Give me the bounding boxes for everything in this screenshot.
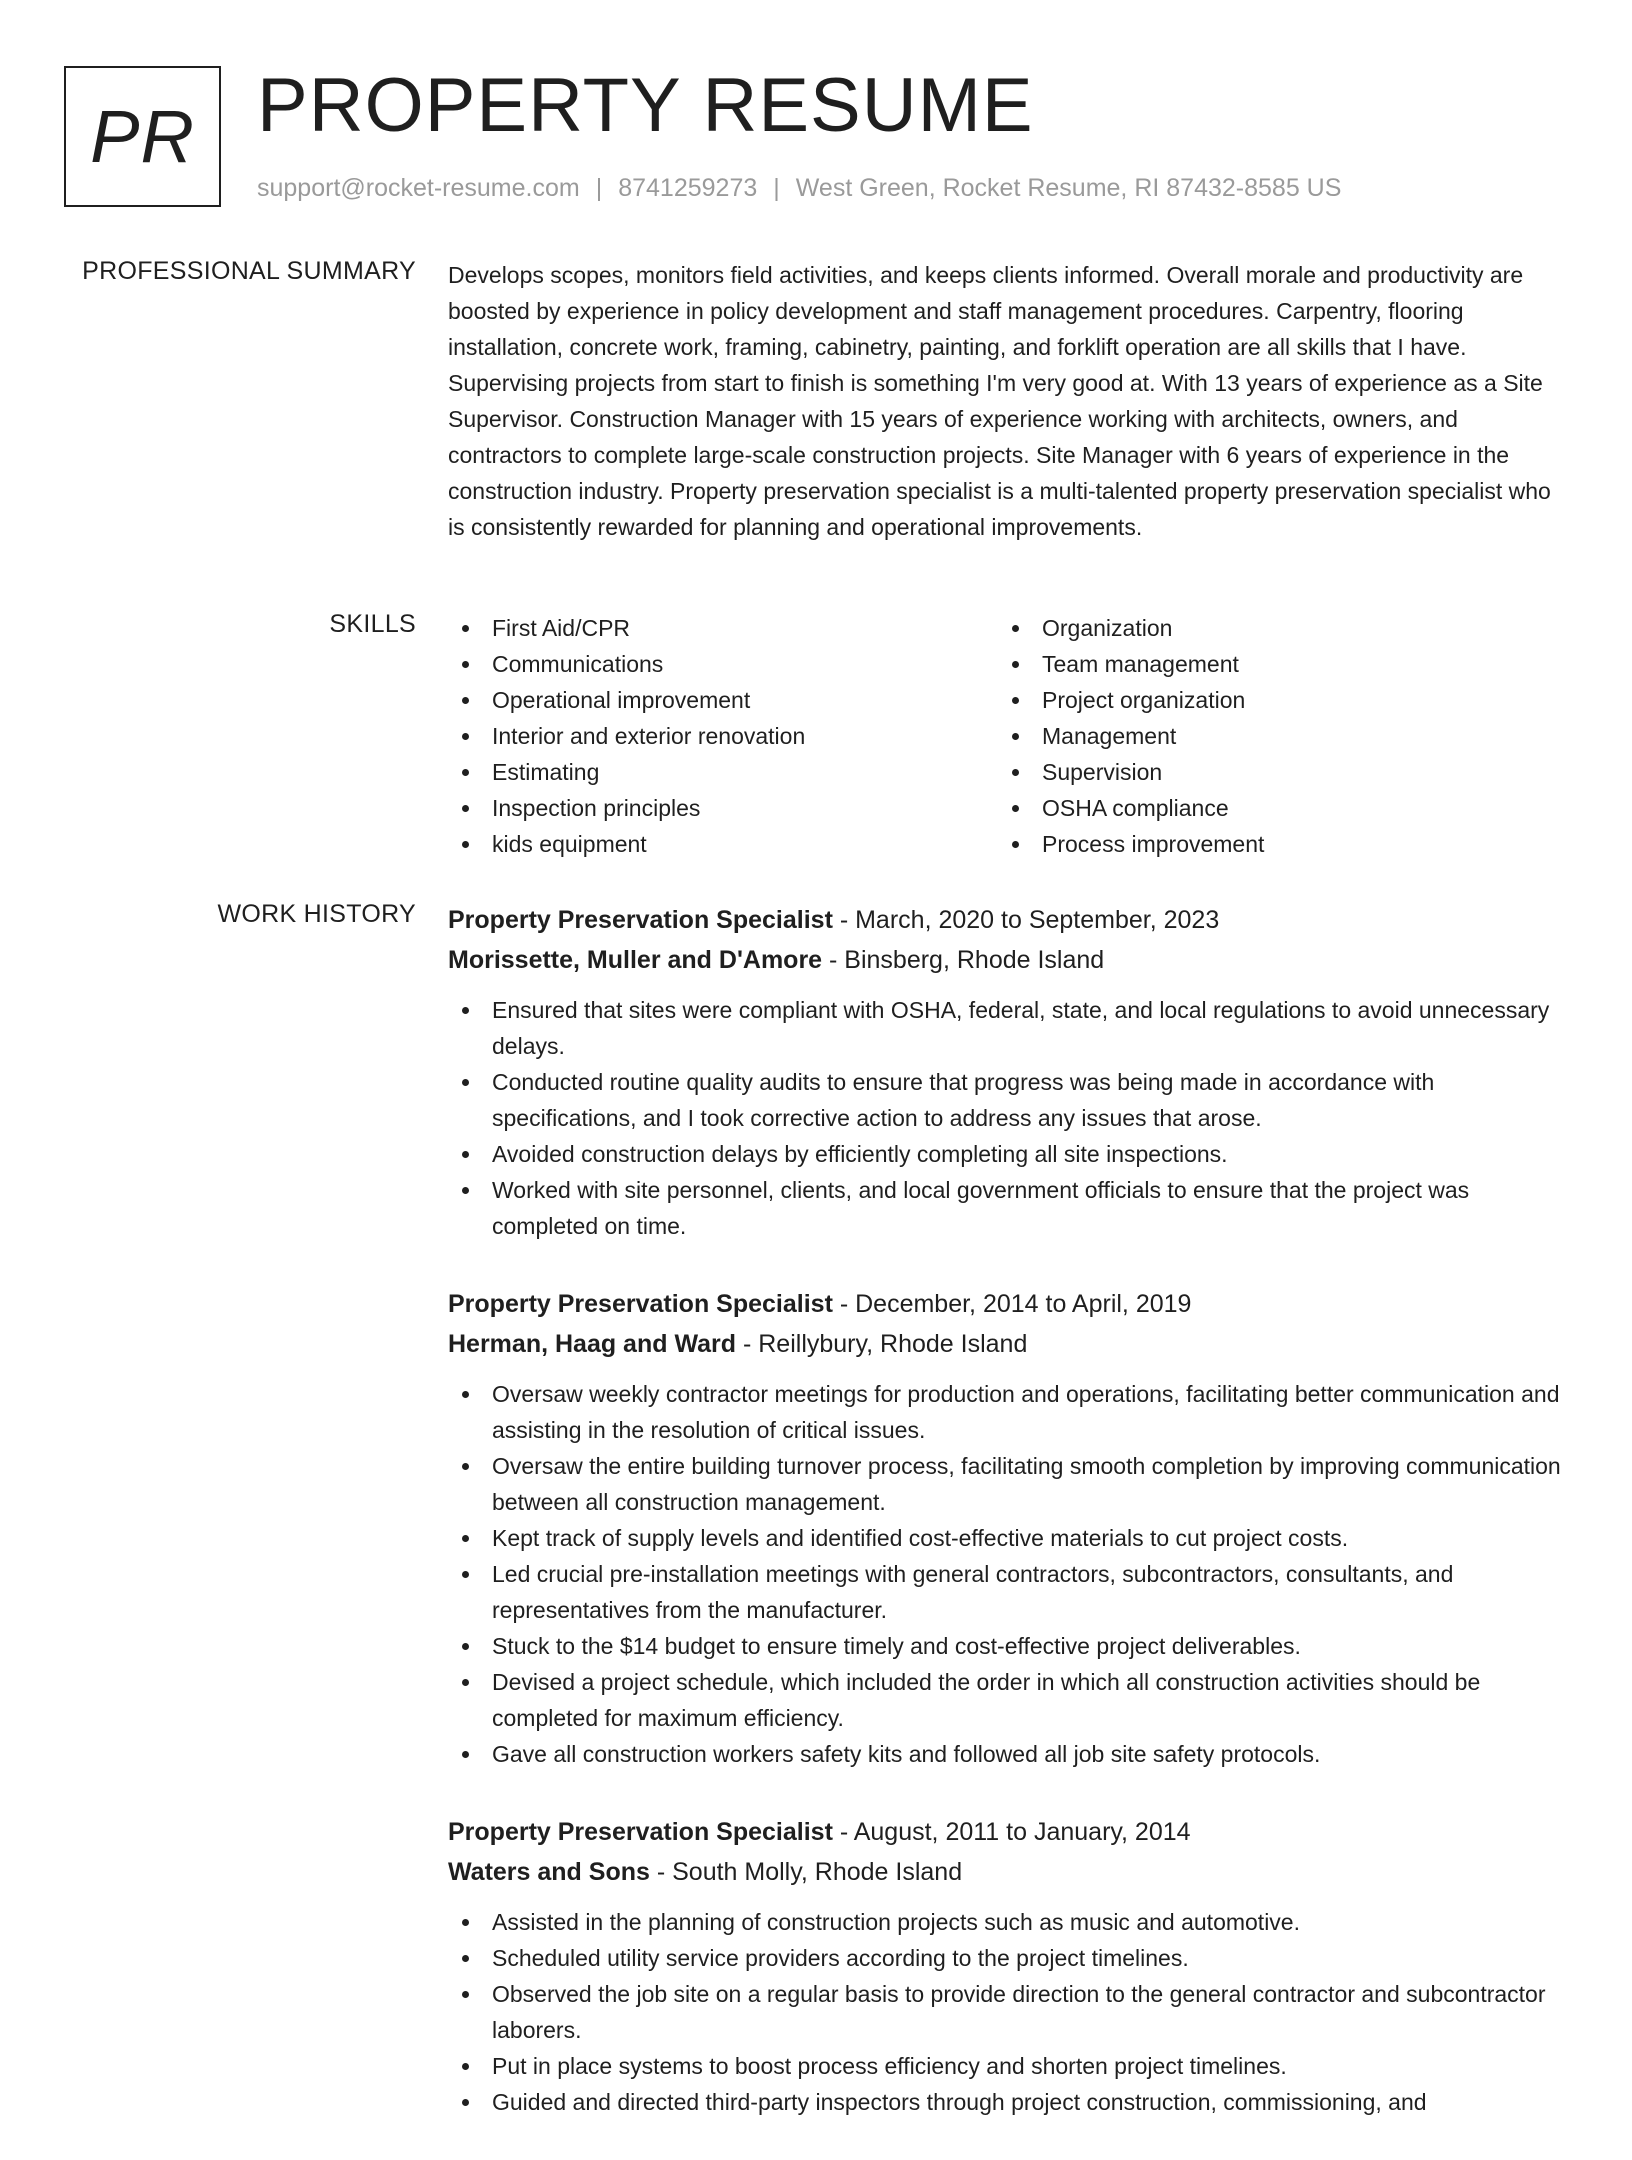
monogram-box: [64, 66, 221, 207]
job-entry: [448, 900, 1568, 1244]
contact-phone: 8741259273: [618, 174, 758, 202]
page-title: PROPERTY RESUME: [257, 63, 1034, 148]
job-bullet: Scheduled utility service providers according to the project timelines.: [448, 1940, 1568, 1976]
skill-item: Project organization: [998, 682, 1548, 718]
job-company: Morissette, Muller and D'Amore: [448, 946, 823, 974]
job-bullets: [448, 1904, 1568, 2120]
skill-item: Estimating: [448, 754, 998, 790]
job-role: Property Preservation Specialist: [448, 1290, 833, 1318]
job-company: Waters and Sons: [448, 1858, 650, 1886]
job-bullet: Avoided construction delays by efficiently completing all site inspections.: [448, 1136, 1568, 1172]
job-bullet: Oversaw weekly contractor meetings for production and operations, facilitating better communication and assisting in the resolution of critical issues.: [448, 1376, 1568, 1448]
job-bullet: Stuck to the $14 budget to ensure timely and cost-effective project deliverables.: [448, 1628, 1568, 1664]
job-bullet: Worked with site personnel, clients, and local government officials to ensure that the project was completed on time.: [448, 1172, 1568, 1244]
job-title-line: [448, 900, 1568, 940]
job-bullet: Kept track of supply levels and identified cost-effective materials to cut project costs.: [448, 1520, 1568, 1556]
skill-item: Management: [998, 718, 1548, 754]
skill-item: Interior and exterior renovation: [448, 718, 998, 754]
skill-item: OSHA compliance: [998, 790, 1548, 826]
job-company-line: [448, 940, 1568, 980]
job-bullet: Assisted in the planning of construction projects such as music and automotive.: [448, 1904, 1568, 1940]
skill-item: Process improvement: [998, 826, 1548, 862]
contact-separator: |: [773, 174, 780, 202]
job-bullets: [448, 992, 1568, 1244]
summary-text: Develops scopes, monitors field activities, and keeps clients informed. Overall morale and productivity are boosted by experience in policy development and staff management procedures. Carpentry, flooring installation, concrete work, framing, cabinetry, painting, and forklift operation are all skills that I have. Supervising projects from start to finish is something I'm very good at. With 13 years of experience as a Site Supervisor. Construction Manager with 15 years of experience working with architects, owners, and contractors to complete large-scale construction projects. Site Manager with 6 years of experience in the construction industry. Property preservation specialist is a multi-talented property preservation specialist who is consistently rewarded for planning and operational improvements.: [448, 262, 1551, 540]
job-dates: - August, 2011 to January, 2014: [832, 1818, 1191, 1846]
skill-item: Communications: [448, 646, 998, 682]
contact-address: West Green, Rocket Resume, RI 87432-8585 US: [795, 174, 1342, 202]
skill-item: Supervision: [998, 754, 1548, 790]
job-entry: [448, 1284, 1568, 1772]
job-bullet: Led crucial pre-installation meetings with general contractors, subcontractors, consultants, and representatives from the manufacturer.: [448, 1556, 1568, 1628]
contact-separator: |: [595, 174, 603, 202]
section-title-skills: SKILLS: [329, 610, 416, 638]
job-location: - Reillybury, Rhode Island: [736, 1330, 1028, 1358]
job-bullet: Gave all construction workers safety kits and followed all job site safety protocols.: [448, 1736, 1568, 1772]
jobs-list: [448, 900, 1568, 2160]
job-company-line: [448, 1852, 1568, 1892]
job-dates: - December, 2014 to April, 2019: [832, 1290, 1192, 1318]
job-location: - South Molly, Rhode Island: [649, 1858, 963, 1886]
job-bullet: Devised a project schedule, which included the order in which all construction activities should be completed for maximum efficiency.: [448, 1664, 1568, 1736]
job-title-line: [448, 1284, 1568, 1324]
monogram-initials: PR: [90, 95, 195, 178]
job-bullet: Guided and directed third-party inspectors through project construction, commissioning, and: [448, 2084, 1568, 2120]
contact-email: support@rocket-resume.com: [257, 174, 580, 202]
job-bullets: [448, 1376, 1568, 1772]
job-bullet: Conducted routine quality audits to ensure that progress was being made in accordance with specifications, and I took corrective action to address any issues that arose.: [448, 1064, 1568, 1136]
section-title-summary: PROFESSIONAL SUMMARY: [82, 257, 416, 285]
skills-list-left: [448, 610, 998, 862]
skill-item: Inspection principles: [448, 790, 998, 826]
skills-columns: [448, 610, 1568, 862]
job-bullet: Ensured that sites were compliant with OSHA, federal, state, and local regulations to avoid unnecessary delays.: [448, 992, 1568, 1064]
skill-item: Organization: [998, 610, 1548, 646]
skill-item: Team management: [998, 646, 1548, 682]
job-dates: - March, 2020 to September, 2023: [832, 906, 1220, 934]
job-location: - Binsberg, Rhode Island: [822, 946, 1105, 974]
skills-list-right: [998, 610, 1548, 862]
skill-item: kids equipment: [448, 826, 998, 862]
job-bullet: Put in place systems to boost process efficiency and shorten project timelines.: [448, 2048, 1568, 2084]
job-role: Property Preservation Specialist: [448, 906, 833, 934]
contact-line: [257, 174, 1341, 203]
job-bullet: Observed the job site on a regular basis to provide direction to the general contractor and subcontractor laborers.: [448, 1976, 1568, 2048]
job-company: Herman, Haag and Ward: [448, 1330, 737, 1358]
resume-header: [64, 63, 1568, 210]
skill-item: First Aid/CPR: [448, 610, 998, 646]
section-title-work-history: WORK HISTORY: [217, 900, 416, 928]
job-company-line: [448, 1324, 1568, 1364]
skill-item: Operational improvement: [448, 682, 998, 718]
job-title-line: [448, 1812, 1568, 1852]
job-bullet: Oversaw the entire building turnover process, facilitating smooth completion by improving communication between all construction management.: [448, 1448, 1568, 1520]
job-role: Property Preservation Specialist: [448, 1818, 833, 1846]
job-entry: [448, 1812, 1568, 2120]
